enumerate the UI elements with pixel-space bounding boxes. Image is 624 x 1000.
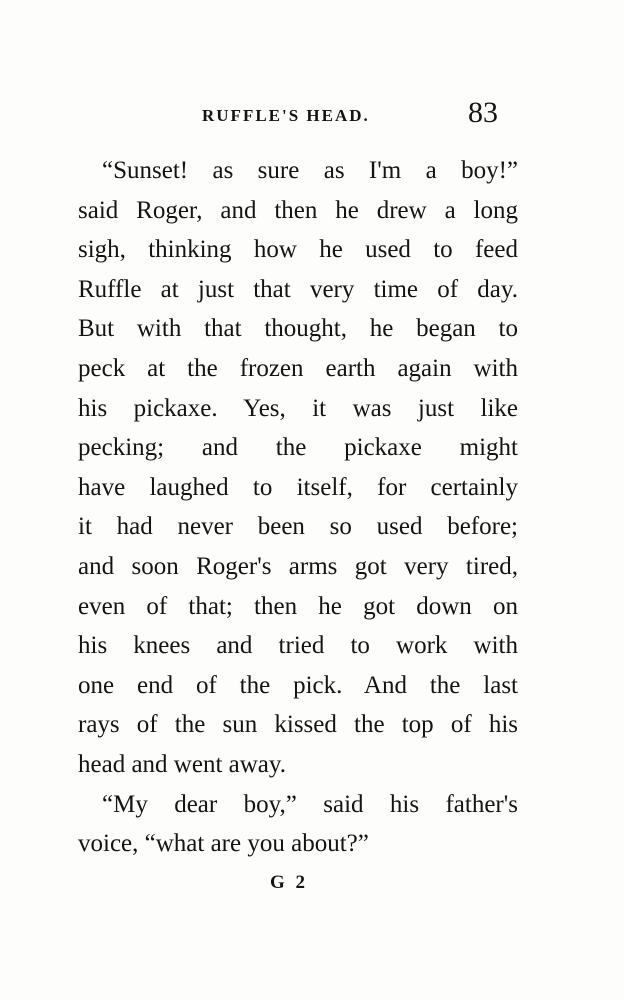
text-line: one end of the pick. And the last	[78, 671, 518, 699]
text-line: Ruffle at just that very time of day.	[78, 275, 518, 303]
text-line: sigh, thinking how he used to feed	[78, 236, 518, 264]
text-line: “Sunset! as sure as I'm a boy!”	[102, 157, 518, 184]
text-line: his knees and tried to work with	[78, 632, 518, 660]
running-head-title: RUFFLE'S HEAD.	[202, 106, 370, 125]
text-line: But with that thought, he began to	[78, 315, 518, 343]
text-line: his pickaxe. Yes, it was just like	[78, 394, 518, 422]
text-line: and soon Roger's arms got very tired,	[78, 552, 518, 580]
text-line: peck at the frozen earth again with	[78, 354, 518, 382]
text-line: voice, “what are you about?”	[78, 830, 369, 858]
text-line: “My dear boy,” said his father's	[102, 790, 518, 818]
signature-mark: G 2	[270, 872, 309, 893]
text-line: it had never been so used before;	[78, 513, 518, 541]
text-line: even of that; then he got down on	[78, 592, 518, 620]
text-line: pecking; and the pickaxe might	[78, 434, 518, 462]
text-line: said Roger, and then he drew a long	[78, 196, 518, 224]
page-number: 83	[468, 96, 498, 129]
text-line: head and went away.	[78, 750, 287, 778]
text-line: rays of the sun kissed the top of his	[78, 711, 518, 739]
text-line: have laughed to itself, for certainly	[78, 473, 518, 501]
running-head	[0, 96, 624, 136]
body-text	[78, 151, 518, 864]
